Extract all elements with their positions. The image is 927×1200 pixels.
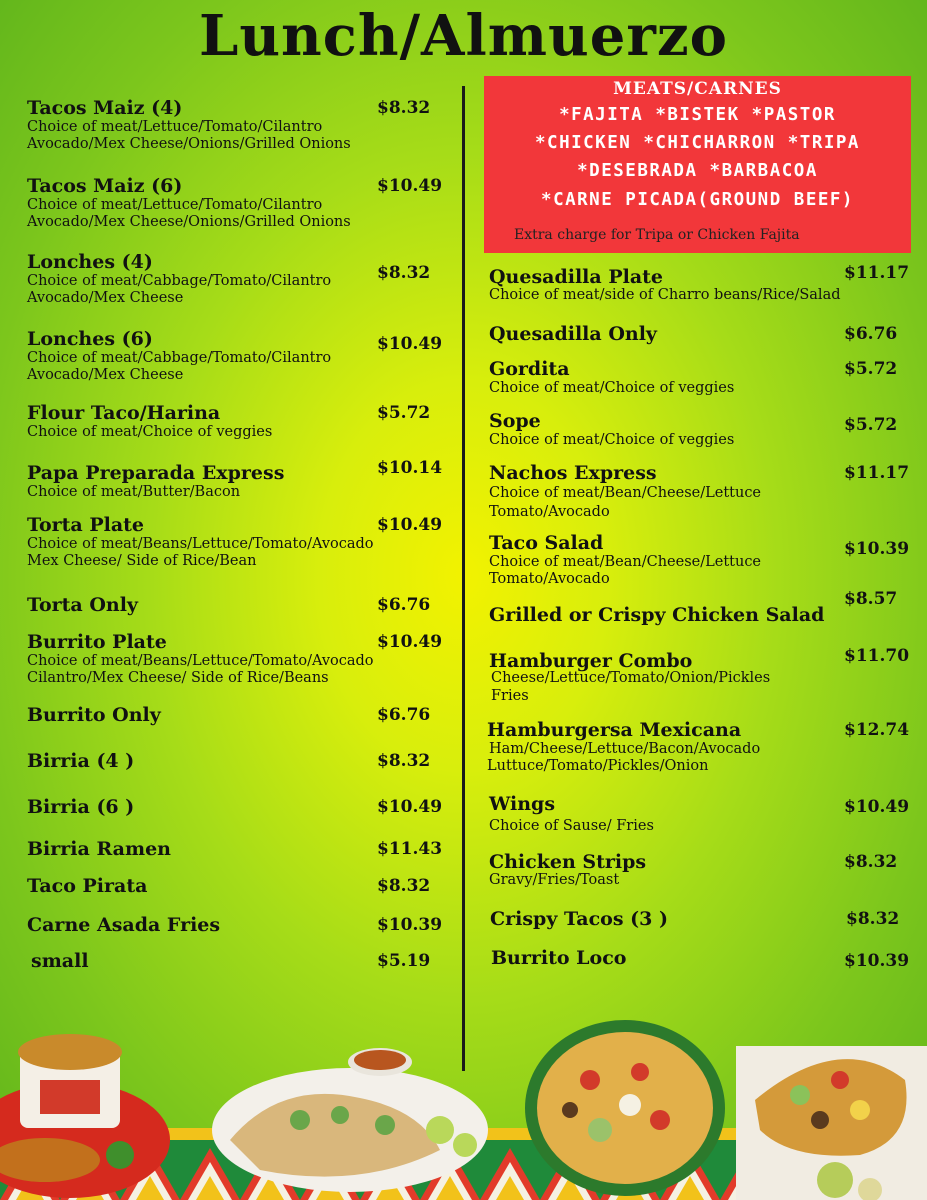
column-divider bbox=[462, 86, 465, 1071]
item-name: Taco Salad bbox=[489, 532, 604, 554]
item-price: $5.72 bbox=[377, 403, 431, 423]
nachos-photo bbox=[525, 1020, 725, 1196]
item-name: Carne Asada Fries bbox=[27, 914, 221, 936]
item-price: $10.49 bbox=[377, 176, 443, 196]
item-price: $8.32 bbox=[844, 852, 898, 872]
item-price: $10.14 bbox=[377, 458, 443, 478]
item-name: Chicken Strips bbox=[489, 851, 647, 873]
item-name: Burrito Loco bbox=[491, 947, 627, 969]
item-description: Tomato/Avocado bbox=[489, 571, 610, 587]
item-price: $10.49 bbox=[377, 334, 443, 354]
item-price: $10.39 bbox=[377, 915, 443, 935]
street-tacos-photo bbox=[212, 1048, 488, 1192]
item-description: Choice of meat/Cabbage/Tomato/Cilantro bbox=[27, 350, 332, 366]
item-description: Choice of meat/Cabbage/Tomato/Cilantro bbox=[27, 273, 332, 289]
item-price: $11.17 bbox=[844, 263, 910, 283]
item-description: Tomato/Avocado bbox=[489, 504, 610, 520]
item-name: Wings bbox=[489, 793, 556, 815]
item-description: Choice of Sause/ Fries bbox=[489, 818, 654, 834]
item-name: Sope bbox=[489, 410, 541, 432]
item-name: Gordita bbox=[489, 358, 570, 380]
meats-line: *DESEBRADA *BARBACOA bbox=[577, 161, 818, 181]
item-price: $6.76 bbox=[377, 705, 431, 725]
item-description: Choice of meat/Choice of veggies bbox=[27, 424, 273, 440]
item-name: Lonches (4) bbox=[27, 251, 153, 273]
item-name: Taco Pirata bbox=[27, 875, 148, 897]
item-description: Avocado/Mex Cheese/Onions/Grilled Onions bbox=[27, 214, 351, 230]
item-name: Torta Plate bbox=[27, 514, 145, 536]
item-price: $5.72 bbox=[844, 415, 898, 435]
item-price: $10.49 bbox=[377, 632, 443, 652]
item-price: $8.32 bbox=[377, 876, 431, 896]
item-description: Fries bbox=[491, 688, 529, 704]
item-name: Birria (4 ) bbox=[27, 750, 135, 772]
item-price: $12.74 bbox=[844, 720, 910, 740]
item-price: $8.32 bbox=[846, 909, 900, 929]
item-name: Quesadilla Only bbox=[489, 323, 657, 345]
item-description: Mex Cheese/ Side of Rice/Bean bbox=[27, 553, 257, 569]
item-name: Birria Ramen bbox=[27, 838, 171, 860]
item-description: Avocado/Mex Cheese bbox=[27, 367, 184, 383]
item-description: Choice of meat/Beans/Lettuce/Tomato/Avocado bbox=[27, 653, 374, 669]
item-name: Burrito Only bbox=[27, 704, 161, 726]
item-price: $10.39 bbox=[844, 539, 910, 559]
item-price: $10.39 bbox=[844, 951, 910, 971]
item-description: Choice of meat/side of Charro beans/Rice/Salad bbox=[489, 287, 841, 303]
item-name: Hamburger Combo bbox=[489, 650, 693, 672]
item-description: Choice of meat/Bean/Cheese/Lettuce bbox=[489, 485, 762, 501]
item-price: $5.19 bbox=[377, 951, 431, 971]
item-description: Choice of meat/Bean/Cheese/Lettuce bbox=[489, 554, 762, 570]
item-price: $10.49 bbox=[377, 515, 443, 535]
item-name: Quesadilla Plate bbox=[489, 266, 664, 288]
item-name: Hamburgersa Mexicana bbox=[487, 719, 742, 741]
item-price: $6.76 bbox=[844, 324, 898, 344]
item-name: Tacos Maiz (6) bbox=[27, 175, 183, 197]
item-price: $11.17 bbox=[844, 463, 910, 483]
item-price: $8.32 bbox=[377, 751, 431, 771]
item-description: Gravy/Fries/Toast bbox=[489, 872, 620, 888]
item-name: Grilled or Crispy Chicken Salad bbox=[489, 604, 825, 626]
meats-heading: MEATS/CARNES bbox=[613, 79, 782, 99]
item-name: small bbox=[31, 950, 89, 972]
item-name: Nachos Express bbox=[489, 462, 657, 484]
item-price: $10.49 bbox=[377, 797, 443, 817]
meats-line: *CARNE PICADA(GROUND BEEF) bbox=[541, 190, 854, 210]
item-name: Burrito Plate bbox=[27, 631, 167, 653]
item-price: $11.43 bbox=[377, 839, 443, 859]
item-description: Cilantro/Mex Cheese/ Side of Rice/Beans bbox=[27, 670, 329, 686]
menu-title: Lunch/Almuerzo bbox=[198, 3, 729, 69]
item-description: Choice of meat/Lettuce/Tomato/Cilantro bbox=[27, 119, 323, 135]
meats-line: *FAJITA *BISTEK *PASTOR bbox=[559, 105, 836, 125]
item-name: Birria (6 ) bbox=[27, 796, 135, 818]
item-description: Luttuce/Tomato/Pickles/Onion bbox=[487, 758, 709, 774]
meats-line: *CHICKEN *CHICHARRON *TRIPA bbox=[535, 133, 860, 153]
item-description: Choice of meat/Choice of veggies bbox=[489, 380, 735, 396]
item-name: Lonches (6) bbox=[27, 328, 153, 350]
birria-soup-photo bbox=[0, 1034, 170, 1198]
item-name: Crispy Tacos (3 ) bbox=[490, 908, 668, 930]
item-price: $10.49 bbox=[844, 797, 910, 817]
item-name: Torta Only bbox=[27, 594, 138, 616]
item-description: Cheese/Lettuce/Tomato/Onion/Pickles bbox=[491, 670, 771, 686]
item-price: $6.76 bbox=[377, 595, 431, 615]
meats-note: Extra charge for Tripa or Chicken Fajita bbox=[514, 227, 800, 243]
food-photo-strip bbox=[0, 1020, 927, 1200]
item-description: Choice of meat/Beans/Lettuce/Tomato/Avocado bbox=[27, 536, 374, 552]
item-name: Flour Taco/Harina bbox=[27, 402, 221, 424]
item-description: Choice of meat/Lettuce/Tomato/Cilantro bbox=[27, 197, 323, 213]
item-name: Tacos Maiz (4) bbox=[27, 97, 183, 119]
item-price: $8.32 bbox=[377, 263, 431, 283]
item-description: Choice of meat/Choice of veggies bbox=[489, 432, 735, 448]
item-description: Avocado/Mex Cheese/Onions/Grilled Onions bbox=[27, 136, 351, 152]
item-name: Papa Preparada Express bbox=[27, 462, 285, 484]
item-price: $11.70 bbox=[844, 646, 910, 666]
item-price: $8.57 bbox=[844, 589, 898, 609]
meats-box bbox=[484, 76, 911, 253]
item-price: $8.32 bbox=[377, 98, 431, 118]
item-description: Ham/Cheese/Lettuce/Bacon/Avocado bbox=[489, 741, 761, 757]
item-description: Avocado/Mex Cheese bbox=[27, 290, 184, 306]
item-price: $5.72 bbox=[844, 359, 898, 379]
taco-salad-photo bbox=[736, 1046, 927, 1200]
item-description: Choice of meat/Butter/Bacon bbox=[27, 484, 241, 500]
